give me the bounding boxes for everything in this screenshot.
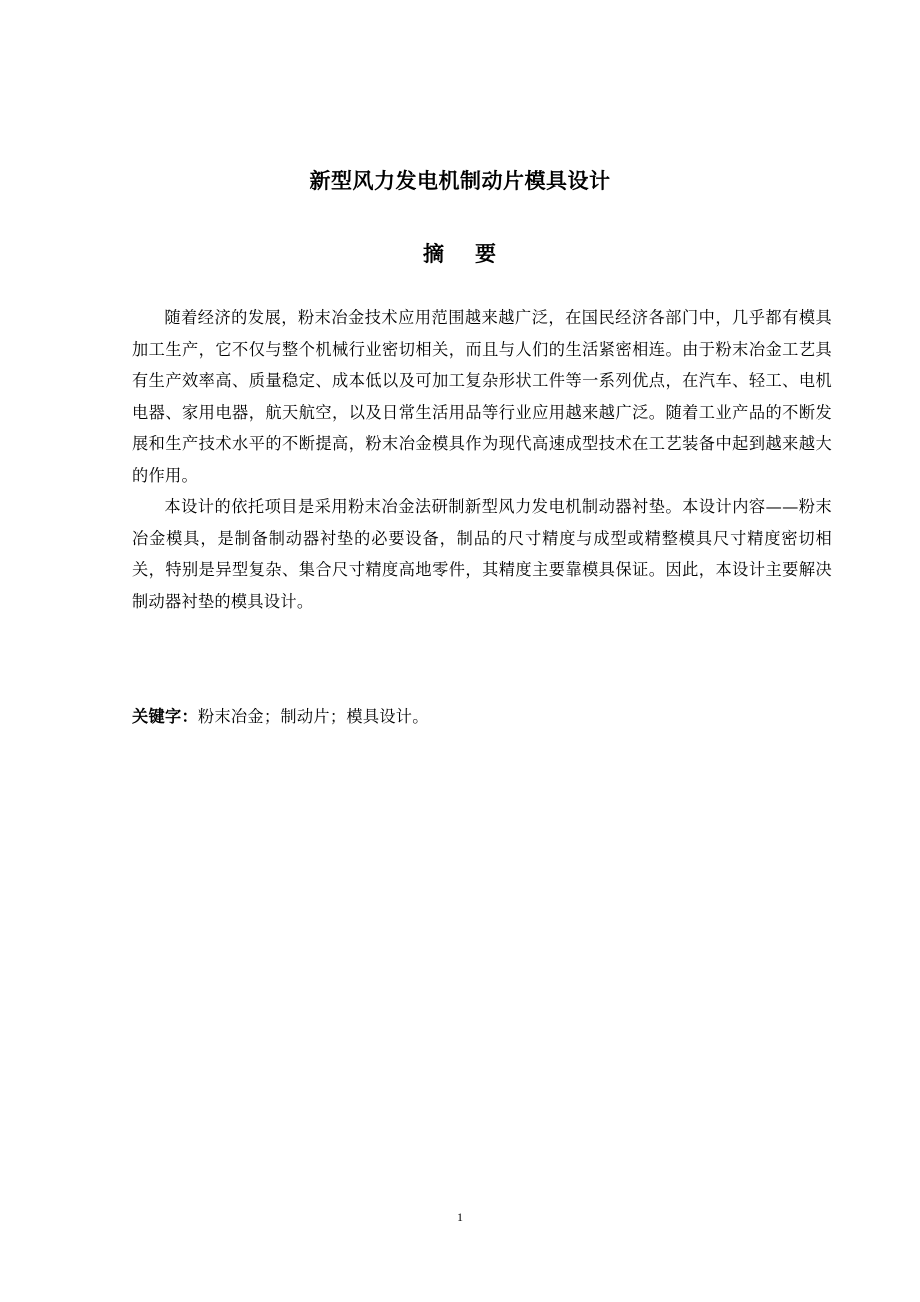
abstract-heading-char-1: 摘 [423,242,445,266]
keywords-text: 粉末冶金；制动片；模具设计。 [197,707,429,726]
abstract-body [132,302,832,617]
page-number: 1 [457,1210,463,1224]
keywords-line [132,703,832,731]
abstract-heading [0,237,920,271]
abstract-paragraph-1: 随着经济的发展，粉末冶金技术应用范围越来越广泛，在国民经济各部门中，几乎都有模具加工生产，它不仅与整个机械行业密切相关，而且与人们的生活紧密相连。由于粉末冶金工艺具有生产效率高、质量稳定、成本低以及可加工复杂形状工件等一系列优点，在汽车、轻工、电机电器、家用电器，航天航空，以及日常生活用品等行业应用越来越广泛。随着工业产品的不断发展和生产技术水平的不断提高，粉末冶金模具作为现代高速成型技术在工艺装备中起到越来越大的作用。 [132,308,832,485]
abstract-heading-char-2: 要 [475,242,497,266]
keywords-label: 关键字： [132,707,198,726]
abstract-paragraph-2: 本设计的依托项目是采用粉末冶金法研制新型风力发电机制动器衬垫。本设计内容——粉末冶金模具，是制备制动器衬垫的必要设备，制品的尺寸精度与成型或精整模具尺寸精度密切相关，特别是异型复杂、集合尺寸精度高地零件，其精度主要靠模具保证。因此，本设计主要解决制动器衬垫的模具设计。 [132,497,832,611]
document-title: 新型风力发电机制动片模具设计 [309,169,611,193]
